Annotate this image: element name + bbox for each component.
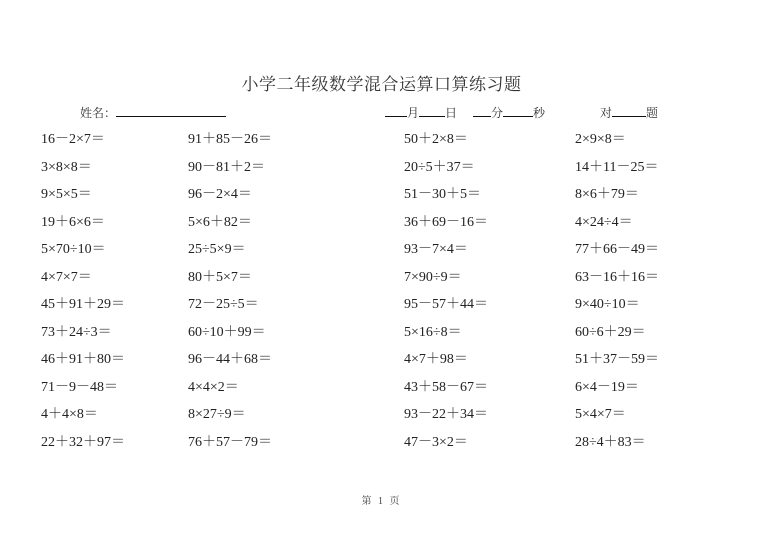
problem-column-2 bbox=[188, 132, 272, 462]
problem-item: 6×4－19＝ bbox=[575, 379, 639, 395]
problem-column-1 bbox=[41, 132, 125, 462]
problem-column-3 bbox=[404, 132, 488, 462]
problem-item: 4×24÷4＝ bbox=[575, 214, 633, 230]
problem-item: 93－22＋34＝ bbox=[404, 407, 488, 422]
page-prefix: 第 bbox=[361, 496, 374, 507]
page-number bbox=[0, 492, 763, 507]
problem-item: 4×4×2＝ bbox=[188, 379, 239, 395]
page-suffix: 页 bbox=[389, 496, 402, 507]
problem-column-4 bbox=[575, 132, 659, 462]
problem-item: 4＋4×8＝ bbox=[41, 407, 98, 422]
problem-item: 43＋58－67＝ bbox=[404, 379, 488, 395]
problem-item: 90－81＋2＝ bbox=[188, 159, 265, 175]
problem-item: 14＋11－25＝ bbox=[575, 159, 659, 175]
correct-label: 对 bbox=[600, 106, 613, 120]
problem-item: 91＋85－26＝ bbox=[188, 132, 272, 147]
problem-item: 4×7×7＝ bbox=[41, 269, 92, 285]
worksheet-title: 小学二年级数学混合运算口算练习题 bbox=[241, 75, 522, 94]
month-label: 月 bbox=[407, 106, 420, 120]
problem-item: 80＋5×7＝ bbox=[188, 269, 252, 285]
minute-blank[interactable] bbox=[473, 106, 491, 117]
problem-item: 19＋6×6＝ bbox=[41, 214, 105, 230]
problem-item: 2×9×8＝ bbox=[575, 132, 626, 147]
problem-item: 22＋32＋97＝ bbox=[41, 434, 125, 450]
problem-item: 46＋91＋80＝ bbox=[41, 352, 125, 367]
problem-item: 9×5×5＝ bbox=[41, 187, 92, 202]
day-blank[interactable] bbox=[419, 106, 445, 117]
problem-item: 77＋66－49＝ bbox=[575, 242, 659, 257]
problem-item: 63－16＋16＝ bbox=[575, 269, 659, 285]
day-label: 日 bbox=[445, 106, 458, 120]
problem-item: 96－2×4＝ bbox=[188, 187, 252, 202]
problem-item: 9×40÷10＝ bbox=[575, 297, 640, 312]
problem-item: 8×27÷9＝ bbox=[188, 407, 246, 422]
date-time-field bbox=[385, 104, 545, 121]
problem-item: 96－44＋68＝ bbox=[188, 352, 272, 367]
problem-item: 51－30＋5＝ bbox=[404, 187, 481, 202]
problem-item: 5×4×7＝ bbox=[575, 407, 626, 422]
problem-item: 8×6＋79＝ bbox=[575, 187, 639, 202]
second-blank[interactable] bbox=[503, 106, 533, 117]
score-blank[interactable] bbox=[612, 106, 646, 117]
question-label: 题 bbox=[646, 106, 659, 120]
problem-item: 72－25÷5＝ bbox=[188, 297, 259, 312]
problem-item: 71－9－48＝ bbox=[41, 379, 118, 395]
problem-item: 51＋37－59＝ bbox=[575, 352, 659, 367]
problem-item: 25÷5×9＝ bbox=[188, 242, 246, 257]
problem-item: 47－3×2＝ bbox=[404, 434, 468, 450]
minute-label: 分 bbox=[491, 106, 504, 120]
name-blank[interactable] bbox=[116, 106, 226, 117]
score-field bbox=[600, 104, 658, 121]
second-label: 秒 bbox=[533, 106, 546, 120]
problem-item: 16－2×7＝ bbox=[41, 132, 105, 147]
problem-item: 50＋2×8＝ bbox=[404, 132, 468, 147]
problem-item: 28÷4＋83＝ bbox=[575, 434, 646, 450]
problem-item: 5×6＋82＝ bbox=[188, 214, 252, 230]
month-blank[interactable] bbox=[385, 106, 407, 117]
name-field bbox=[80, 104, 226, 121]
problem-item: 45＋91＋29＝ bbox=[41, 297, 125, 312]
page-number-value: 1 bbox=[378, 496, 385, 507]
problem-item: 5×70÷10＝ bbox=[41, 242, 106, 257]
problem-item: 93－7×4＝ bbox=[404, 242, 468, 257]
problem-item: 20÷5＋37＝ bbox=[404, 159, 475, 175]
problem-item: 73＋24÷3＝ bbox=[41, 324, 112, 340]
problem-item: 4×7＋98＝ bbox=[404, 352, 468, 367]
problem-item: 76＋57－79＝ bbox=[188, 434, 272, 450]
problem-item: 60÷10＋99＝ bbox=[188, 324, 266, 340]
problem-item: 7×90÷9＝ bbox=[404, 269, 462, 285]
problem-item: 60÷6＋29＝ bbox=[575, 324, 646, 340]
name-label: 姓名： bbox=[80, 106, 117, 120]
problem-item: 3×8×8＝ bbox=[41, 159, 92, 175]
problem-item: 5×16÷8＝ bbox=[404, 324, 462, 340]
problem-item: 36＋69－16＝ bbox=[404, 214, 488, 230]
problem-item: 95－57＋44＝ bbox=[404, 297, 488, 312]
